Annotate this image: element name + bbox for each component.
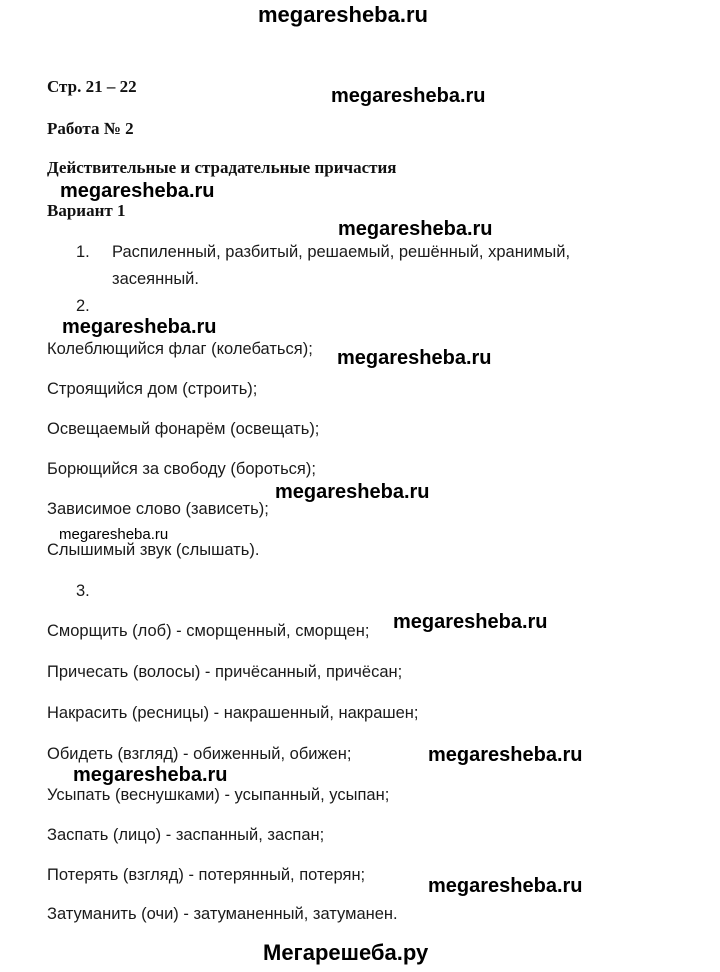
task-2-item: Борющийся за свободу (бороться); — [47, 460, 316, 478]
task-3-item: Причесать (волосы) - причёсанный, причёсан; — [47, 663, 403, 681]
task-2-item: Освещаемый фонарём (освещать); — [47, 420, 320, 438]
watermark-small: megaresheba.ru — [59, 526, 169, 543]
watermark: megaresheba.ru — [393, 611, 548, 633]
task-3-item: Потерять (взгляд) - потерянный, потерян; — [47, 866, 366, 884]
watermark-bottom: Мегарешеба.ру — [263, 940, 429, 965]
watermark-top: megaresheba.ru — [258, 2, 428, 27]
watermark: megaresheba.ru — [428, 744, 583, 766]
task-3-item: Заспать (лицо) - заспанный, заспан; — [47, 826, 325, 844]
watermark: megaresheba.ru — [275, 481, 430, 503]
task-3-item: Затуманить (очи) - затуманенный, затуманен. — [47, 905, 398, 923]
task-2-number: 2. — [76, 297, 90, 315]
watermark: megaresheba.ru — [331, 85, 486, 107]
task-3-number: 3. — [76, 582, 90, 600]
task-3-item: Обидеть (взгляд) - обиженный, обижен; — [47, 745, 352, 763]
task-2-item: Строящийся дом (строить); — [47, 380, 258, 398]
watermark: megaresheba.ru — [62, 316, 217, 338]
task-2-item: Колеблющийся флаг (колебаться); — [47, 340, 313, 358]
task-2-item: Зависимое слово (зависеть); — [47, 500, 269, 518]
topic-heading: Действительные и страдательные причастия — [47, 158, 397, 177]
watermark: megaresheba.ru — [338, 218, 493, 240]
work-number-heading: Работа № 2 — [47, 119, 134, 138]
task-1-line-2: засеянный. — [112, 270, 199, 288]
variant-heading: Вариант 1 — [47, 201, 126, 220]
page-range-heading: Стр. 21 – 22 — [47, 77, 137, 96]
task-1-number: 1. — [76, 243, 90, 261]
watermark: megaresheba.ru — [428, 875, 583, 897]
task-2-item: Слышимый звук (слышать). — [47, 541, 260, 559]
watermark: megaresheba.ru — [60, 180, 215, 202]
task-3-item: Накрасить (ресницы) - накрашенный, накрашен; — [47, 704, 419, 722]
task-3-item: Сморщить (лоб) - сморщенный, сморщен; — [47, 622, 370, 640]
watermark: megaresheba.ru — [337, 347, 492, 369]
task-1-line-1: Распиленный, разбитый, решаемый, решённый, хранимый, — [112, 243, 571, 261]
task-3-item: Усыпать (веснушками) - усыпанный, усыпан; — [47, 786, 390, 804]
watermark: megaresheba.ru — [73, 764, 228, 786]
